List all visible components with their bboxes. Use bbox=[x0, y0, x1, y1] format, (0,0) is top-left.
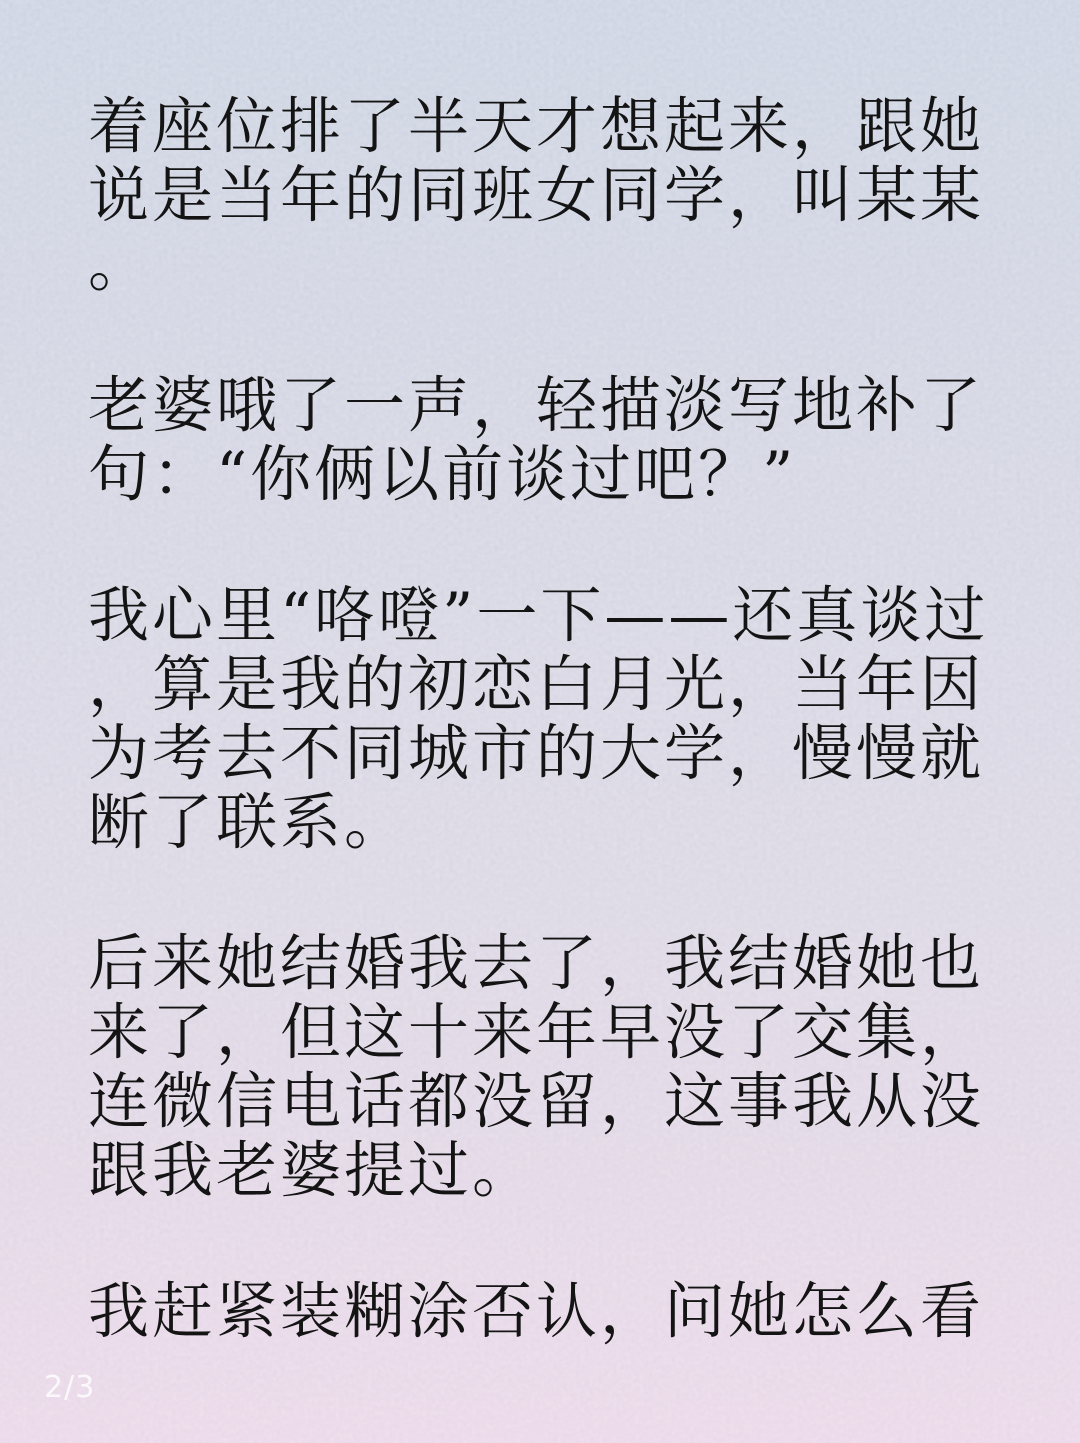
story-paragraph-3: 我心里“咯噔”一下——还真谈过，算是我的初恋白月光，当年因为考去不同城市的大学，慢慢就断了联系。 bbox=[88, 580, 989, 858]
story-paragraph-2: 老婆哦了一声，轻描淡写地补了句：“你俩以前谈过吧？” bbox=[88, 370, 985, 510]
story-paragraph-4: 后来她结婚我去了，我结婚她也来了，但这十来年早没了交集，连微信电话都没留，这事我从没跟我老婆提过。 bbox=[88, 928, 985, 1206]
story-paragraph-5: 我赶紧装糊涂否认，问她怎么看 bbox=[88, 1276, 985, 1347]
page-indicator: 2/3 bbox=[44, 1370, 96, 1405]
story-paragraph-1: 着座位排了半天才想起来，跟她说是当年的同班女同学，叫某某。 bbox=[88, 91, 985, 300]
story-text-block bbox=[88, 92, 994, 1346]
